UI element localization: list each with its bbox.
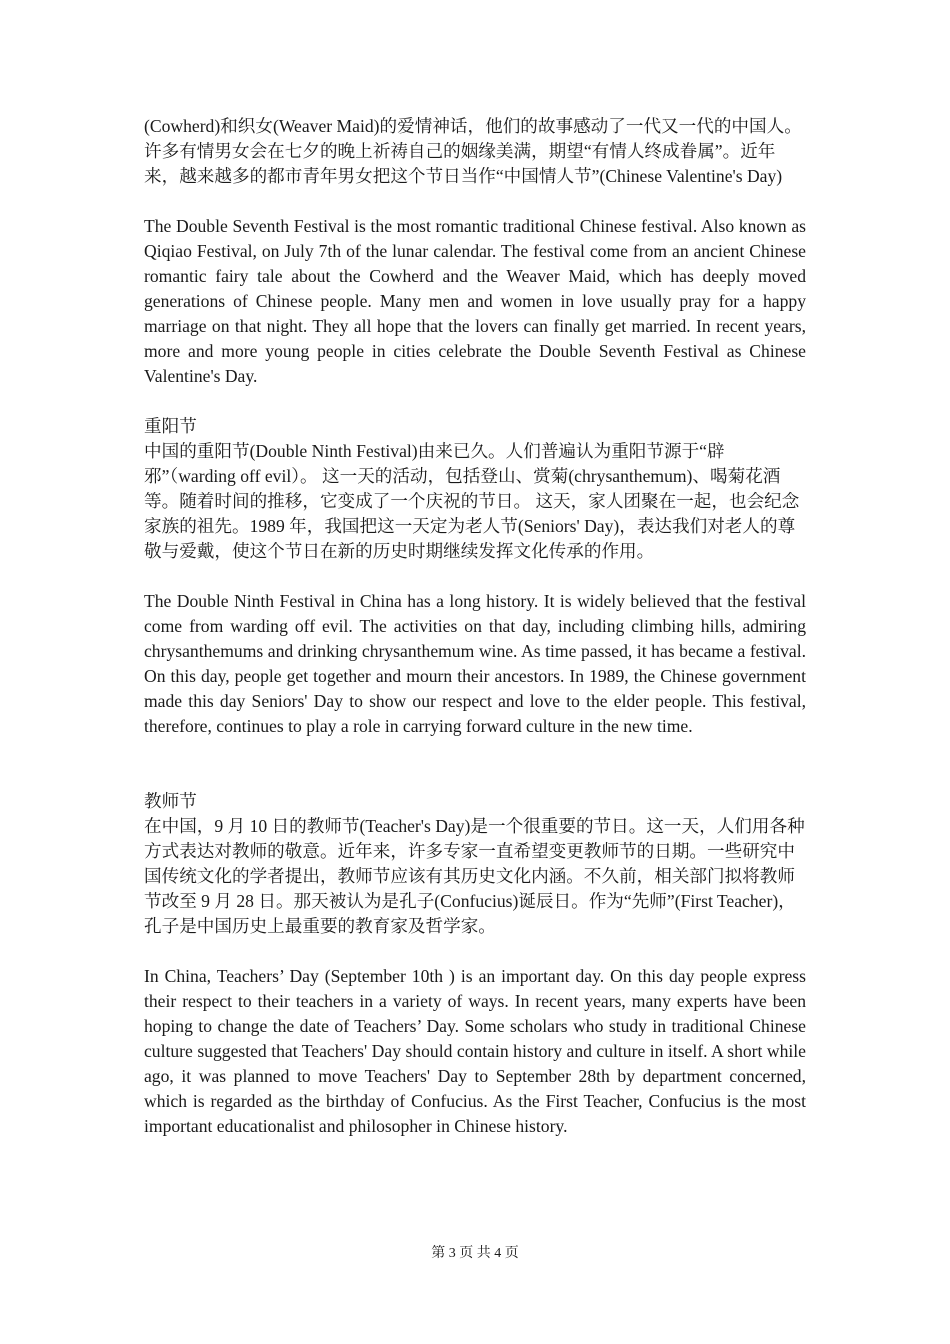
spacer xyxy=(144,739,806,789)
double-ninth-zh-paragraph: 中国的重阳节(Double Ninth Festival)由来已久。人们普遍认为重阳节源于“辟邪”（warding off evil）。 这一天的活动，包括登山、赏菊(chrysanthemum)、喝菊花酒等。随着时间的推移，它变成了一个庆祝的节日。 这天，家人团聚在一起，也会纪念家族的祖先。1989 年，我国把这一天定为老人节(Seniors' Day)，表达我们对老人的尊敬与爱戴，使这个节日在新的历史时期继续发挥文化传承的作用。 xyxy=(144,441,800,561)
double-ninth-en-paragraph: The Double Ninth Festival in China has a long history. It is widely believed that the festival come from warding off evil. The activities on that day, including climbing hills, admiring chrysanthemums and drinking chrysanthemum wine. As time passed, it has became a festival. On this day, people get together and mourn their ancestors. In 1989, the Chinese government made this day Seniors' Day to show our respect and love to the elder people. This festival, therefore, continues to play a role in carrying forward culture in the new time. xyxy=(144,591,806,736)
teachers-day-en-paragraph: In China, Teachers’ Day (September 10th ) is an important day. On this day people express their respect to their teachers in a variety of ways. In recent years, many experts have been hoping to change the date of Teachers’ Day. Some scholars who study in traditional Chinese culture suggested that Teachers' Day should contain history and culture in itself. A short while ago, it was planned to move Teachers' Day to September 28th by department concerned, which is regarded as the birthday of Confucius. As the First Teacher, Confucius is the most important educationalist and philosopher in Chinese history. xyxy=(144,966,806,1136)
document-page xyxy=(144,114,806,1139)
qixi-en-paragraph: The Double Seventh Festival is the most romantic traditional Chinese festival. Also known as Qiqiao Festival, on July 7th of the lunar calendar. The festival come from an ancient Chinese romantic fairy tale about the Cowherd and the Weaver Maid, which has deeply moved generations of Chinese people. Many men and women in love usually pray for a happy marriage on that night. They all hope that the lovers can finally get married. In recent years, more and more young people in cities celebrate the Double Seventh Festival as Chinese Valentine's Day. xyxy=(144,216,806,386)
teachers-day-zh-paragraph: 在中国，9 月 10 日的教师节(Teacher's Day)是一个很重要的节日。这一天，人们用各种方式表达对教师的敬意。近年来，许多专家一直希望变更教师节的日期。一些研究中国传统文化的学者提出，教师节应该有其历史文化内涵。不久前，相关部门拟将教师节改至 9 月 28 日。那天被认为是孔子(Confucius)诞辰日。作为“先师”(First Teacher)，孔子是中国历史上最重要的教育家及哲学家。 xyxy=(144,816,805,936)
spacer xyxy=(144,564,806,589)
page-footer: 第 3 页 共 4 页 xyxy=(431,1246,519,1261)
spacer xyxy=(144,939,806,964)
double-ninth-title: 重阳节 xyxy=(144,416,197,436)
teachers-day-title: 教师节 xyxy=(144,791,197,811)
qixi-zh-paragraph: (Cowherd)和织女(Weaver Maid)的爱情神话，他们的故事感动了一代又一代的中国人。许多有情男女会在七夕的晚上祈祷自己的姻缘美满，期望“有情人终成眷属”。近年来，越来越多的都市青年男女把这个节日当作“中国情人节”(Chinese Valentine's Day) xyxy=(144,116,802,186)
spacer xyxy=(144,389,806,414)
spacer xyxy=(144,189,806,214)
